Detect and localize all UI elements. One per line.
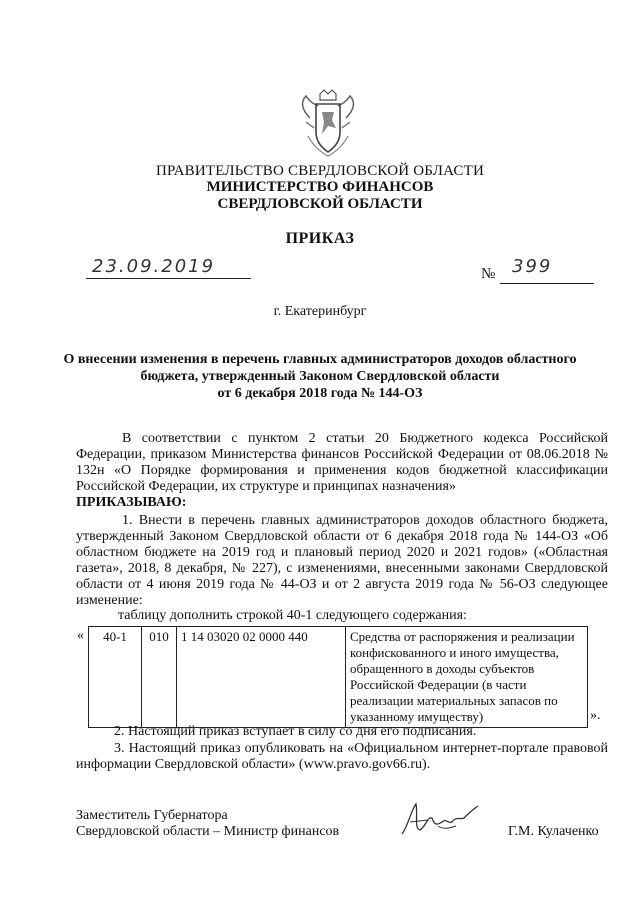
number-label: №: [481, 266, 496, 282]
decree-word: ПРИКАЗЫВАЮ:: [76, 495, 187, 510]
table-row: [89, 627, 588, 728]
item-1-paragraph: 1. Внести в перечень главных администраторов доходов областного бюджета, утвержденный Законом Свердловской области от 6 декабря 2018 года № 144-ОЗ «Об областном бюджете на 2019 год и плановый период 2020 и 2021 годов» («Областная газета», 2018, 8 декабря, № 227), с изменениями, внесенными законами Свердловской области от 4 июня 2019 года № 44-ОЗ и от 2 августа 2019 года № 56-ОЗ следующее изменение:: [76, 513, 608, 608]
signer-name: Г.М. Кулаченко: [508, 824, 599, 839]
city: г. Екатеринбург: [273, 304, 367, 319]
date-underline: [86, 278, 251, 279]
number-underline: [500, 283, 594, 284]
order-date: 23.09.2019: [92, 256, 216, 277]
handwritten-signature: [398, 796, 488, 842]
ministry-heading: МИНИСТЕРСТВО ФИНАНСОВ: [206, 179, 434, 195]
item-2-paragraph: 2. Настоящий приказ вступает в силу со дня его подписания.: [114, 724, 477, 739]
income-description: Средства от распоряжения и реализации конфискованного и иного имущества, обращенного в доходы субъектов Российской Федерации (в части реализации материальных запасов по указанному имуществу): [346, 627, 588, 728]
document-type: ПРИКАЗ: [285, 230, 355, 247]
order-number: 399: [512, 256, 553, 277]
title-line-3: от 6 декабря 2018 года № 144-ОЗ: [217, 386, 423, 401]
signer-position-line-1: Заместитель Губернатора: [76, 808, 228, 823]
row-number: 40-1: [89, 627, 142, 728]
item-1-subclause: таблицу дополнить строкой 40-1 следующего содержания:: [118, 608, 467, 623]
government-heading: ПРАВИТЕЛЬСТВО СВЕРДЛОВСКОЙ ОБЛАСТИ: [155, 163, 485, 179]
signer-position-line-2: Свердловской области – Министр финансов: [76, 824, 340, 839]
region-heading: СВЕРДЛОВСКОЙ ОБЛАСТИ: [217, 196, 423, 212]
item-3-paragraph: 3. Настоящий приказ опубликовать на «Официальном интернет-портале правовой информации Свердловской области» (www.pravo.gov66.ru).: [76, 741, 608, 772]
title-line-2: бюджета, утвержденный Законом Свердловской области: [140, 369, 500, 384]
admin-code: 010: [142, 627, 177, 728]
order-title: [0, 351, 640, 402]
inserted-row-table: [88, 626, 588, 728]
coat-of-arms-emblem: [296, 88, 360, 158]
preamble-paragraph: В соответствии с пунктом 2 статьи 20 Бюджетного кодекса Российской Федерации, приказом Министерства финансов Российской Федерации от 08.06.2018 № 132н «О Порядке формирования и применения кодов бюджетной классификации Российской Федерации, их структуре и принципах назначения»: [76, 431, 608, 494]
opening-quote: «: [77, 628, 84, 643]
closing-quote: ».: [590, 708, 601, 723]
title-line-1: О внесении изменения в перечень главных администраторов доходов областного: [63, 352, 577, 367]
income-code: 1 14 03020 02 0000 440: [177, 627, 346, 728]
